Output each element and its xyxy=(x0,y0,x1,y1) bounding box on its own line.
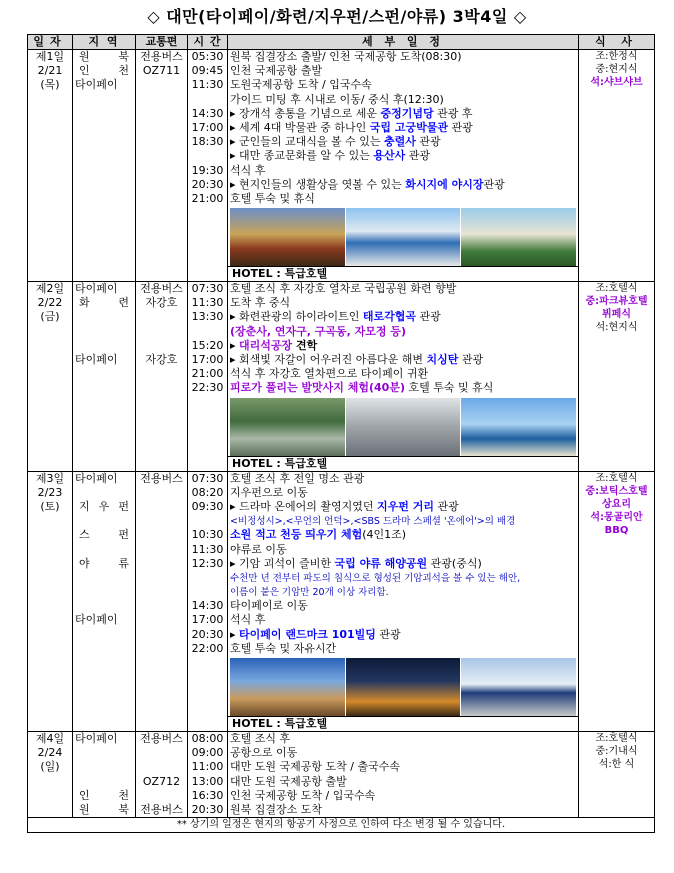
schedule-line xyxy=(230,528,576,542)
schedule-text: 인천 국제공항 도착 / 입국수속 xyxy=(230,788,376,802)
region-item: 타이페이 xyxy=(75,282,118,296)
region-item: 타이페이 xyxy=(75,613,118,627)
region-spacer xyxy=(75,746,133,760)
transport-spacer xyxy=(138,325,185,339)
time-item: 14:30 xyxy=(191,599,224,613)
region-item: 스 펀 xyxy=(79,528,129,542)
transport-spacer xyxy=(138,310,185,324)
time-spacer xyxy=(190,325,225,339)
schedule-line xyxy=(230,381,576,395)
photo-strip xyxy=(230,398,576,456)
schedule-text: 관광(중식) xyxy=(427,556,482,570)
schedule-text: 대만 도원 국제공항 출발 xyxy=(230,774,347,788)
schedule-text: 호텔 투숙 및 자유시간 xyxy=(230,641,337,655)
region-spacer xyxy=(75,339,133,353)
region-item: 인 천 xyxy=(79,64,129,78)
schedule-text: ▸ xyxy=(230,627,240,641)
time-cell xyxy=(188,282,228,472)
schedule-text: <비정성시>,<무언의 언덕>,<SBS 드라마 스페셜 '온에어'>의 배경 xyxy=(230,516,516,528)
region-cell xyxy=(73,732,136,818)
itinerary-table xyxy=(27,34,655,833)
schedule-cell xyxy=(228,50,579,282)
transport-item: 자강호 xyxy=(145,353,178,366)
tour-photo xyxy=(230,208,345,266)
day-date: 2/22 xyxy=(37,296,63,310)
schedule-line xyxy=(230,486,576,500)
time-item: 11:00 xyxy=(191,760,224,774)
hotel-label: HOTEL : 특급호텔 xyxy=(228,716,578,731)
schedule-text: 태로각협곡 xyxy=(362,310,417,324)
time-item: 20:30 xyxy=(191,627,224,641)
table-header-row xyxy=(28,35,655,50)
day-label: 제3일 xyxy=(35,471,65,485)
time-spacer xyxy=(190,585,225,599)
header-meal: 식 사 xyxy=(579,35,655,50)
region-spacer xyxy=(75,599,133,613)
time-item: 17:00 xyxy=(191,120,224,134)
time-spacer xyxy=(190,149,225,163)
time-item: 11:30 xyxy=(191,542,224,556)
schedule-text: 피로가 풀리는 발맛사지 체험(40분) xyxy=(230,381,405,395)
schedule-line xyxy=(230,296,576,310)
day-weekday: (목) xyxy=(40,78,60,92)
page-title: ◇ 대만(타이페이/화련/지우펀/스펀/야류) 3박4일 ◇ xyxy=(147,7,527,26)
schedule-line xyxy=(230,789,576,803)
schedule-text: 관광 xyxy=(415,135,441,149)
time-item: 14:30 xyxy=(191,106,224,120)
schedule-line xyxy=(230,599,576,613)
meal-item: 중:파크뷰호텔뷔페식 xyxy=(585,296,648,321)
schedule-text: 대만 도원 국제공항 도착 / 출국수속 xyxy=(230,760,400,774)
header-region: 지 역 xyxy=(73,35,136,50)
time-item: 15:20 xyxy=(191,338,224,352)
time-item: 07:30 xyxy=(191,471,224,485)
schedule-line xyxy=(230,64,576,78)
time-spacer xyxy=(190,93,225,107)
schedule-line xyxy=(230,760,576,774)
transport-item: OZ711 xyxy=(142,64,181,78)
tour-photo xyxy=(461,398,576,456)
schedule-text: ▸ 대만 종교문화를 알 수 있는 xyxy=(230,149,374,163)
schedule-line xyxy=(230,339,576,353)
schedule-text: 관광 xyxy=(458,353,484,366)
schedule-line xyxy=(230,775,576,789)
time-spacer xyxy=(190,571,225,585)
meal-cell xyxy=(579,50,655,282)
schedule-text: 가이드 미팅 후 시내로 이동/ 중식 후(12:30) xyxy=(230,92,444,106)
region-cell xyxy=(73,471,136,731)
schedule-text: 견학 xyxy=(292,338,318,352)
day-cell xyxy=(28,50,73,282)
schedule-line xyxy=(230,557,576,571)
footer-note: ** 상기의 일정은 현지의 항공기 사정으로 인하여 다소 변경 될 수 있습니다. xyxy=(28,818,655,833)
schedule-line xyxy=(230,571,576,585)
schedule-text: ▸ 현지인들의 생활상을 엿볼 수 있는 xyxy=(230,177,406,191)
schedule-text: (4인1조) xyxy=(362,528,407,542)
day-row xyxy=(28,282,655,472)
photo-strip xyxy=(230,658,576,716)
time-cell xyxy=(188,50,228,282)
schedule-text: 인천 국제공항 출발 xyxy=(230,64,323,78)
schedule-line xyxy=(230,78,576,92)
meal-item: 조:호텔식 xyxy=(595,472,638,484)
transport-item: OZ712 xyxy=(142,774,181,788)
schedule-line xyxy=(230,803,576,817)
time-item: 22:30 xyxy=(191,381,224,395)
tour-photo xyxy=(230,658,345,716)
schedule-text: 국립 고궁박물관 xyxy=(369,120,448,134)
schedule-line xyxy=(230,613,576,627)
transport-cell xyxy=(136,471,188,731)
schedule-text: 관광 xyxy=(447,120,473,134)
schedule-text: ▸ 기암 괴석이 즐비한 xyxy=(230,556,335,570)
schedule-text: 화시지에 야시장 xyxy=(405,177,484,191)
schedule-text: 관광 xyxy=(434,499,459,513)
meal-item: 석:현지식 xyxy=(595,322,638,334)
time-item: 12:30 xyxy=(191,556,224,570)
time-item: 20:30 xyxy=(191,802,224,816)
schedule-text: 원북 집결장소 출발/ 인천 국제공항 도착(08:30) xyxy=(230,50,462,63)
meal-item: 석:샤브샤브 xyxy=(590,77,643,88)
transport-spacer xyxy=(138,746,185,760)
schedule-text: 용산사 xyxy=(373,149,406,163)
meal-item: 중:기내식 xyxy=(595,746,638,757)
header-schedule: 세 부 일 정 xyxy=(228,35,579,50)
schedule-line xyxy=(230,500,576,514)
schedule-text: 호텔 조식 후 xyxy=(230,732,291,745)
region-spacer xyxy=(75,585,133,599)
schedule-text: 도착 후 중식 xyxy=(230,296,291,310)
transport-spacer xyxy=(138,339,185,353)
schedule-text: 호텔 투숙 및 휴식 xyxy=(230,191,315,205)
schedule-text: ▸ 장개석 총통을 기념으로 세운 xyxy=(230,106,381,120)
schedule-line xyxy=(230,628,576,642)
schedule-text: 관광 후 xyxy=(433,106,473,120)
schedule-text: ▸ 드라마 온에어의 촬영지였던 xyxy=(230,499,378,513)
day-row xyxy=(28,732,655,818)
schedule-text: 국립 야류 해양공원 xyxy=(334,556,428,570)
schedule-text: 석식 후 자강호 열차편으로 타이페이 귀환 xyxy=(230,367,429,381)
meal-item: 조:호텔식 xyxy=(595,283,638,295)
transport-spacer xyxy=(138,789,185,803)
meal-item: 중:보틱스호텔상요리 xyxy=(585,485,648,510)
schedule-text: 소원 적고 천등 띄우기 체험 xyxy=(230,528,363,542)
schedule-line xyxy=(230,93,576,107)
region-spacer xyxy=(75,514,133,528)
meal-item: 석:한 식 xyxy=(598,759,635,770)
schedule-cell xyxy=(228,471,579,731)
schedule-text: 수천만 년 전부터 파도의 침식으로 형성된 기암괴석을 볼 수 있는 해안, xyxy=(230,572,521,584)
region-spacer xyxy=(75,486,133,500)
schedule-text: 관광 xyxy=(416,310,441,324)
schedule-line xyxy=(230,178,576,192)
region-spacer xyxy=(75,571,133,585)
time-cell xyxy=(188,732,228,818)
schedule-text: 지우펀 거리 xyxy=(377,499,434,513)
region-item: 야 류 xyxy=(79,556,129,570)
schedule-text: 이름이 붙은 기암만 20개 이상 자리함. xyxy=(230,587,389,599)
day-row xyxy=(28,50,655,282)
tour-photo xyxy=(346,398,461,456)
day-cell xyxy=(28,732,73,818)
transport-item: 전용버스 xyxy=(140,732,183,745)
schedule-text: 대리석공장 xyxy=(239,338,293,352)
schedule-text: 호텔 조식 후 자강호 열차로 국립공원 화련 향발 xyxy=(230,282,457,296)
time-item: 17:00 xyxy=(191,613,224,627)
schedule-text: 지우펀으로 이동 xyxy=(230,485,308,499)
time-item: 17:00 xyxy=(191,353,224,366)
schedule-line xyxy=(230,50,576,64)
schedule-line xyxy=(230,732,576,746)
time-item: 11:30 xyxy=(191,78,224,92)
time-item: 18:30 xyxy=(191,135,224,149)
schedule-text: 관광 xyxy=(375,627,401,641)
region-spacer xyxy=(75,543,133,557)
header-transport: 교통편 xyxy=(136,35,188,50)
time-item: 11:30 xyxy=(191,296,224,310)
tour-photo xyxy=(230,398,345,456)
schedule-line xyxy=(230,192,576,206)
time-item: 09:00 xyxy=(191,746,224,760)
transport-item: 자강호 xyxy=(145,296,178,310)
time-item: 22:00 xyxy=(191,641,224,655)
schedule-line xyxy=(230,107,576,121)
footer-row xyxy=(28,818,655,833)
schedule-line xyxy=(230,282,576,296)
day-date: 2/23 xyxy=(37,485,63,499)
transport-item: 전용버스 xyxy=(140,50,183,63)
time-spacer xyxy=(190,514,225,528)
schedule-text: 타이페이로 이동 xyxy=(230,599,308,613)
region-item: 원 북 xyxy=(79,50,129,63)
region-item: 원 북 xyxy=(79,802,129,816)
meal-item: 중:현지식 xyxy=(595,64,638,75)
day-label: 제2일 xyxy=(35,282,65,296)
schedule-text: 공항으로 이동 xyxy=(230,746,298,760)
schedule-text: 치싱탄 xyxy=(426,353,459,366)
time-item: 10:30 xyxy=(191,528,224,542)
time-item: 05:30 xyxy=(191,50,224,63)
schedule-line xyxy=(230,310,576,324)
schedule-line xyxy=(230,325,576,339)
region-item: 타이페이 xyxy=(75,471,118,485)
schedule-text: ▸ 세계 4대 박물관 중 하나인 xyxy=(230,120,370,134)
day-weekday: (토) xyxy=(40,499,60,513)
schedule-text: 관광 xyxy=(405,149,431,163)
tour-photo xyxy=(346,208,461,266)
region-item: 인 천 xyxy=(79,788,129,802)
transport-cell xyxy=(136,282,188,472)
schedule-line xyxy=(230,149,576,163)
region-cell xyxy=(73,282,136,472)
schedule-line xyxy=(230,746,576,760)
tour-photo xyxy=(346,658,461,716)
time-cell xyxy=(188,471,228,731)
meal-item: 조:호텔식 xyxy=(595,733,638,744)
time-item: 09:45 xyxy=(191,64,224,78)
schedule-text: ▸ 화련관광의 하이라이트인 xyxy=(230,310,363,324)
schedule-text: 타이페이 랜드마크 101빌딩 xyxy=(239,627,376,641)
time-item: 13:30 xyxy=(191,310,224,324)
region-spacer xyxy=(75,760,133,774)
header-day: 일자 xyxy=(28,35,73,50)
time-item: 19:30 xyxy=(191,163,224,177)
meal-cell xyxy=(579,732,655,818)
transport-spacer xyxy=(138,760,185,774)
transport-item: 전용버스 xyxy=(140,802,183,816)
schedule-text: 도원국제공항 도착 / 입국수속 xyxy=(230,78,372,92)
time-item: 21:00 xyxy=(191,191,224,205)
photo-strip xyxy=(230,208,576,266)
schedule-line xyxy=(230,514,576,528)
day-label: 제1일 xyxy=(35,50,65,63)
schedule-cell xyxy=(228,732,579,818)
schedule-text: 관광 xyxy=(483,177,505,191)
schedule-text: ▸ 회색빛 자갈이 어우러진 아름다운 해변 xyxy=(230,353,427,366)
day-date: 2/24 xyxy=(37,746,63,760)
schedule-text: 호텔 조식 후 전일 명소 관광 xyxy=(230,471,365,485)
schedule-line xyxy=(230,121,576,135)
hotel-label: HOTEL : 특급호텔 xyxy=(228,266,578,281)
day-weekday: (일) xyxy=(40,760,60,774)
meal-cell xyxy=(579,471,655,731)
schedule-cell xyxy=(228,282,579,472)
region-spacer xyxy=(75,310,133,324)
day-row xyxy=(28,471,655,731)
time-item: 16:30 xyxy=(191,788,224,802)
schedule-text: 충렬사 xyxy=(384,135,416,149)
time-item: 08:20 xyxy=(191,485,224,499)
schedule-line xyxy=(230,367,576,381)
region-spacer xyxy=(75,325,133,339)
tour-photo xyxy=(461,208,576,266)
schedule-text: 원북 집결장소 도착 xyxy=(230,802,323,816)
schedule-line xyxy=(230,472,576,486)
day-cell xyxy=(28,471,73,731)
region-item: 타이페이 xyxy=(75,353,118,366)
meal-item: 조:한정식 xyxy=(595,51,638,62)
transport-item: 전용버스 xyxy=(140,471,183,485)
schedule-text: 야류로 이동 xyxy=(230,542,287,556)
schedule-text: ▸ xyxy=(230,338,240,352)
meal-cell xyxy=(579,282,655,472)
region-spacer xyxy=(75,775,133,789)
region-item: 지 우 펀 xyxy=(79,499,129,513)
region-item: 타이페이 xyxy=(75,732,118,745)
schedule-text: 석식 후 xyxy=(230,163,266,177)
schedule-line xyxy=(230,164,576,178)
time-item: 09:30 xyxy=(191,499,224,513)
region-item: 타이페이 xyxy=(75,78,118,92)
day-cell xyxy=(28,282,73,472)
schedule-line xyxy=(230,543,576,557)
tour-photo xyxy=(461,658,576,716)
region-item: 화 련 xyxy=(79,296,129,310)
hotel-label: HOTEL : 특급호텔 xyxy=(228,456,578,471)
time-item: 07:30 xyxy=(191,282,224,296)
transport-cell xyxy=(136,50,188,282)
time-item: 20:30 xyxy=(191,177,224,191)
schedule-text: 석식 후 xyxy=(230,613,266,627)
day-label: 제4일 xyxy=(35,732,65,745)
schedule-text: 중정기념당 xyxy=(380,106,434,120)
transport-cell xyxy=(136,732,188,818)
schedule-line xyxy=(230,135,576,149)
schedule-text: (장춘사, 연자구, 구곡동, 자모정 등) xyxy=(230,324,407,338)
header-time: 시 간 xyxy=(188,35,228,50)
time-item: 21:00 xyxy=(191,367,224,381)
time-item: 13:00 xyxy=(191,774,224,788)
day-date: 2/21 xyxy=(37,64,63,78)
transport-item: 전용버스 xyxy=(140,282,183,296)
schedule-text: ▸ 군인들의 교대식을 볼 수 있는 xyxy=(230,135,385,149)
schedule-line xyxy=(230,642,576,656)
time-item: 08:00 xyxy=(191,732,224,745)
day-weekday: (금) xyxy=(40,310,60,324)
schedule-line xyxy=(230,353,576,367)
region-cell xyxy=(73,50,136,282)
schedule-line xyxy=(230,585,576,599)
schedule-text: 호텔 투숙 및 휴식 xyxy=(405,381,494,395)
meal-item: 석:몽골리안BBQ xyxy=(590,511,643,536)
